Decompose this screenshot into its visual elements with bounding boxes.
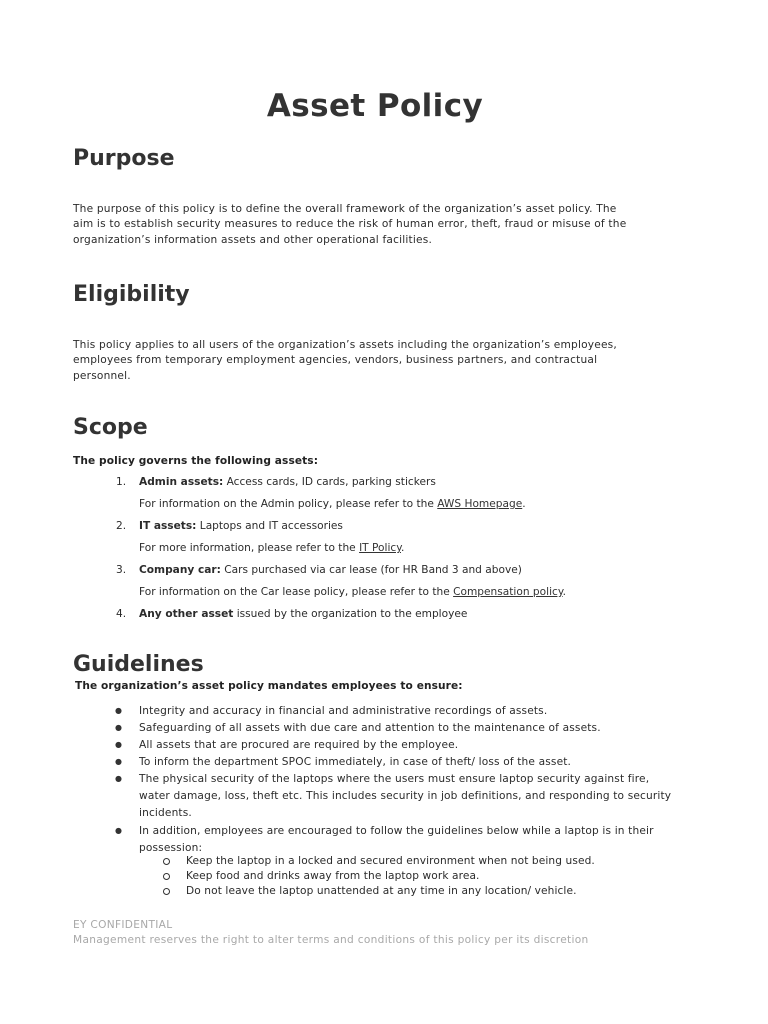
scope-heading: Scope (73, 415, 148, 440)
guideline-line: Safeguarding of all assets with due care and attention to the maintenance of assets. (139, 722, 601, 734)
guideline-item (139, 823, 715, 857)
bullet-icon: ● (115, 723, 122, 732)
info-suffix: . (522, 498, 526, 510)
scope-item-info (139, 586, 566, 598)
eligibility-line: This policy applies to all users of the organization’s assets including the organization’s employees, (73, 339, 617, 351)
list-number: 1. (116, 476, 127, 488)
purpose-line: aim is to establish security measures to reduce the risk of human error, theft, fraud or misuse of the (73, 218, 627, 231)
item-text: issued by the organization to the employee (233, 608, 468, 620)
item-label: Any other asset (139, 608, 234, 620)
scope-item-info (139, 542, 404, 554)
guideline-line: incidents. (139, 807, 192, 819)
bullet-icon: ● (115, 757, 122, 766)
item-text: Laptops and IT accessories (196, 520, 343, 532)
item-label: Company car: (139, 564, 221, 576)
item-text: Cars purchased via car lease (for HR Band 3 and above) (220, 564, 522, 576)
list-number: 3. (116, 564, 127, 576)
guidelines-lead: The organization’s asset policy mandates employees to ensure: (75, 680, 463, 692)
eligibility-paragraph (73, 338, 683, 384)
guideline-line: In addition, employees are encouraged to follow the guidelines below while a laptop is in their (139, 825, 654, 837)
bullet-icon: ● (115, 826, 122, 835)
guideline-item (139, 754, 715, 771)
info-text: For information on the Admin policy, please refer to the (139, 498, 438, 510)
aws-homepage-link[interactable]: AWS Homepage (437, 498, 523, 510)
sub-guideline-item: Keep the laptop in a locked and secured environment when not being used. (186, 855, 595, 867)
purpose-heading: Purpose (73, 146, 175, 171)
guideline-item (139, 737, 715, 754)
guidelines-heading: Guidelines (73, 652, 204, 677)
eligibility-line: employees from temporary employment agencies, vendors, business partners, and contractual (73, 354, 598, 367)
document-title: Asset Policy (266, 88, 484, 124)
sub-guideline-item: Do not leave the laptop unattended at any time in any location/ vehicle. (186, 885, 577, 897)
guideline-line: The physical security of the laptops where the users must ensure laptop security against fire, (139, 773, 650, 785)
list-number: 4. (116, 608, 127, 620)
confidential-label: EY CONFIDENTIAL (73, 919, 173, 931)
sub-guideline-item: Keep food and drinks away from the laptop work area. (186, 870, 480, 882)
scope-item-info (139, 498, 526, 510)
scope-item-company-car (139, 564, 522, 576)
guideline-item (139, 703, 715, 720)
eligibility-heading: Eligibility (73, 282, 190, 307)
circle-bullet-icon (163, 858, 170, 865)
purpose-paragraph (73, 202, 683, 248)
purpose-line: organization’s information assets and other operational facilities. (73, 233, 433, 246)
scope-item-admin-assets (139, 476, 436, 488)
guideline-item (139, 771, 715, 822)
purpose-line: The purpose of this policy is to define the overall framework of the organization’s asset policy. The (73, 203, 617, 215)
circle-bullet-icon (163, 873, 170, 880)
info-text: For information on the Car lease policy, please refer to the (139, 586, 454, 598)
bullet-icon: ● (115, 706, 122, 715)
footer-note: Management reserves the right to alter terms and conditions of this policy per its discretion (73, 934, 589, 946)
scope-item-other-asset (139, 608, 467, 620)
guideline-line: water damage, loss, theft etc. This includes security in job definitions, and responding to security (139, 790, 672, 802)
it-policy-link[interactable]: IT Policy (359, 542, 401, 554)
info-suffix: . (401, 542, 405, 554)
item-label: IT assets: (139, 520, 197, 532)
compensation-policy-link[interactable]: Compensation policy (453, 586, 563, 598)
guideline-item (139, 720, 715, 737)
guideline-line: possession: (139, 842, 203, 854)
item-label: Admin assets: (139, 476, 224, 488)
item-text: Access cards, ID cards, parking stickers (223, 476, 436, 488)
guideline-line: Integrity and accuracy in financial and administrative recordings of assets. (139, 705, 548, 717)
scope-item-it-assets (139, 520, 343, 532)
info-suffix: . (562, 586, 566, 598)
scope-lead: The policy governs the following assets: (73, 455, 319, 467)
eligibility-line: personnel. (73, 369, 131, 382)
guideline-line: To inform the department SPOC immediately, in case of theft/ loss of the asset. (139, 756, 572, 768)
guideline-line: All assets that are procured are required by the employee. (139, 739, 459, 751)
bullet-icon: ● (115, 740, 122, 749)
info-text: For more information, please refer to the (139, 542, 360, 554)
list-number: 2. (116, 520, 127, 532)
circle-bullet-icon (163, 888, 170, 895)
bullet-icon: ● (115, 774, 122, 783)
